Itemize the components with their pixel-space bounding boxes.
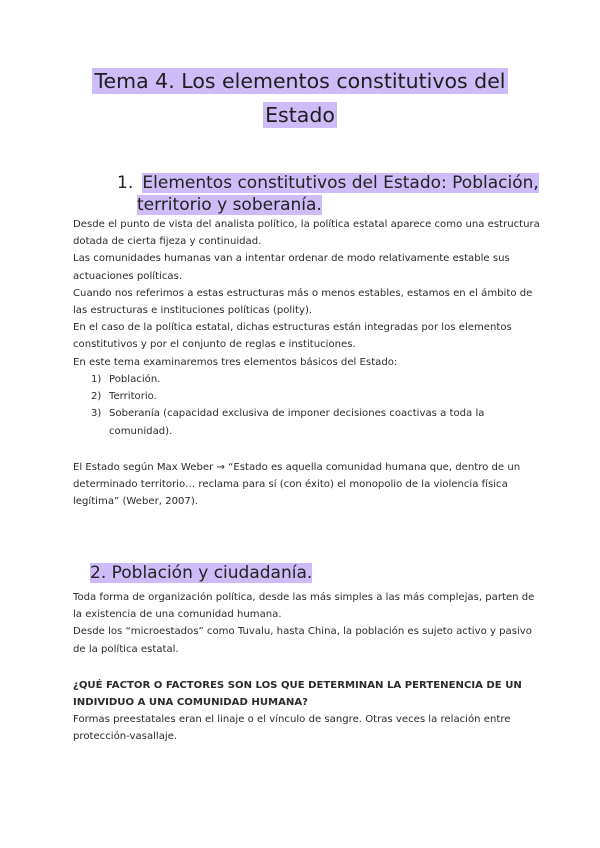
elements-list [91, 371, 531, 440]
quote-line: determinado territorio… reclama para sí (con éxito) el monopolio de la violencia física [73, 479, 508, 491]
paragraph-line: dotada de cierta fijeza y continuidad. [73, 236, 262, 248]
paragraph-line: actuaciones políticas. [73, 270, 183, 282]
section-1-number: 1. [117, 173, 134, 193]
title-line-2: Estado [265, 103, 335, 127]
paragraph-line: En el caso de la política estatal, dichas estructuras están integradas por los elementos [73, 322, 512, 334]
weber-quote [73, 459, 528, 511]
section-2-paragraph [73, 589, 535, 658]
paragraph-line: constitutivos y por el conjunto de reglas e instituciones. [73, 339, 356, 351]
question-line: ¿QUÉ FACTOR O FACTORES SON LOS QUE DETERMINAN LA PERTENENCIA DE UN [73, 680, 522, 691]
paragraph-line: Desde el punto de vista del analista político, la política estatal aparece como una estructura [73, 219, 540, 230]
paragraph-line: Cuando nos referimos a estas estructuras más o menos estables, estamos en el ámbito de [73, 287, 533, 299]
section-1-heading-line-2: territorio y soberanía. [137, 195, 322, 215]
paragraph-line: Desde los “microestados” como Tuvalu, hasta China, la población es sujeto activo y pasivo [73, 626, 532, 638]
section-2-heading: 2. Población y ciudadanía. [90, 563, 313, 583]
paragraph-line: En este tema examinaremos tres elementos básicos del Estado: [73, 356, 398, 368]
paragraph-line: la existencia de una comunidad humana. [73, 609, 282, 621]
section-1-paragraph [73, 216, 540, 371]
list-item-number: 1) [91, 374, 102, 385]
section-1-heading-line-1: Elementos constitutivos del Estado: Población, [142, 173, 539, 193]
list-item-text: Población. [109, 374, 161, 385]
paragraph-line: Toda forma de organización política, desde las más simples a las más complejas, parten de [73, 592, 535, 603]
answer-line: protección-vasallaje. [73, 731, 178, 743]
section-2-question [73, 677, 528, 711]
paragraph-line: de la política estatal. [73, 643, 179, 655]
quote-line: legítima” (Weber, 2007). [73, 496, 198, 508]
answer-line: Formas preestatales eran el linaje o el vínculo de sangre. Otras veces la relación entre [73, 714, 511, 725]
question-line: INDIVIDUO A UNA COMUNIDAD HUMANA? [73, 697, 309, 709]
list-item-text: Soberanía (capacidad exclusiva de imponer decisiones coactivas a toda la [109, 408, 485, 420]
list-item-number: 2) [91, 391, 102, 403]
quote-line: El Estado según Max Weber → “Estado es aquella comunidad humana que, dentro de un [73, 462, 521, 473]
list-item [91, 371, 531, 388]
paragraph-line: Las comunidades humanas van a intentar ordenar de modo relativamente estable sus [73, 253, 510, 265]
list-item [91, 388, 531, 405]
list-item-text: Territorio. [109, 391, 157, 403]
list-item-text: comunidad). [109, 425, 173, 437]
title-line-1: Tema 4. Los elementos constitutivos del [94, 69, 506, 93]
list-item-number: 3) [91, 408, 102, 420]
section-2-answer [73, 711, 528, 745]
document-title [60, 64, 540, 132]
list-item [91, 405, 531, 439]
paragraph-line: las estructuras e instituciones políticas (polity). [73, 305, 313, 317]
section-1-heading [117, 172, 539, 216]
